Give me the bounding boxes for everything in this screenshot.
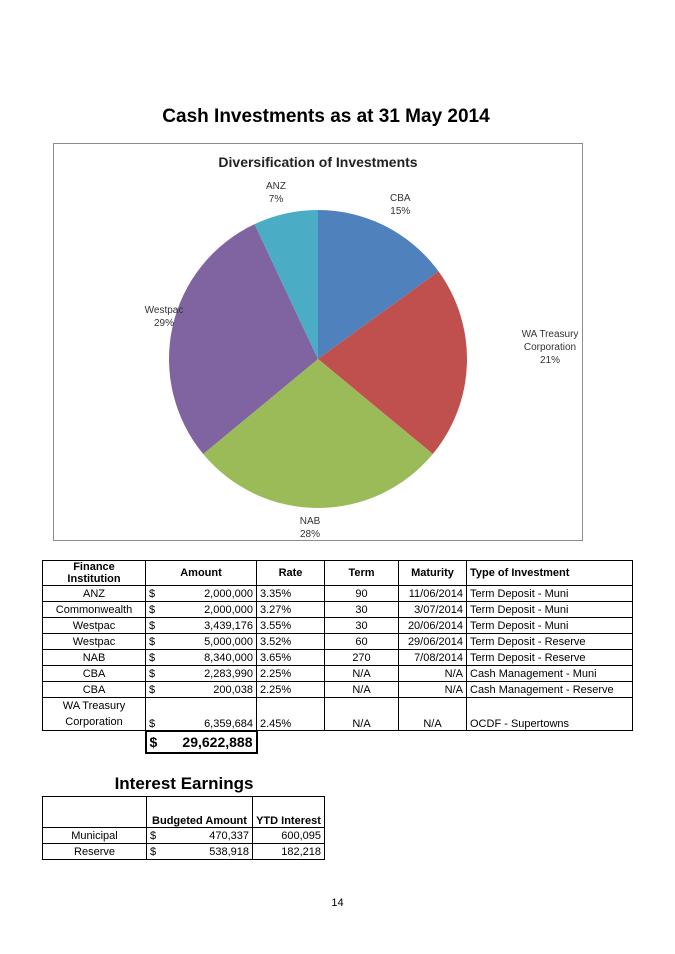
col-header: Finance Institution [43,561,146,586]
maturity-cell: 7/08/2014 [399,650,467,666]
term-cell: 30 [325,618,399,634]
term-cell: 90 [325,586,399,602]
col-header [43,797,147,828]
budget-cell: $ 538,918 [147,844,253,860]
type-cell: Term Deposit - Reserve [467,634,633,650]
table-row [43,844,325,860]
institution-cell: Westpac [43,634,146,650]
term-cell: N/A [325,682,399,698]
interest-table [42,796,325,860]
table-row [43,634,633,650]
amount-cell: $ 6,359,684 [146,698,257,731]
institution-cell: CBA [43,682,146,698]
type-cell: OCDF - Supertowns [467,698,633,731]
maturity-cell: 20/06/2014 [399,618,467,634]
amount-cell: $ 200,038 [146,682,257,698]
table-row [43,618,633,634]
col-header: Rate [257,561,325,586]
total-amount: $ 29,622,888 [146,731,257,753]
table-row [43,586,633,602]
row-label: Municipal [43,828,147,844]
page-number: 14 [331,897,344,909]
maturity-cell: 3/07/2014 [399,602,467,618]
term-cell: 60 [325,634,399,650]
total-row [43,731,633,753]
col-header: YTD Interest [253,797,325,828]
institution-cell: CBA [43,666,146,682]
pie-label-westpac: Westpac 29% [144,305,184,329]
amount-cell: $ 2,283,990 [146,666,257,682]
rate-cell: 3.27% [257,602,325,618]
amount-cell: $ 3,439,176 [146,618,257,634]
institution-cell: NAB [43,650,146,666]
investments-table [42,560,633,754]
row-label: Reserve [43,844,147,860]
pie-label-wa-treasury: WA Treasury Corporation 21% [521,329,579,366]
col-header: Budgeted Amount [147,797,253,828]
pie-label-nab: NAB 28% [299,516,321,540]
table-row [43,698,633,731]
pie-label-anz: ANZ 7% [266,181,286,205]
maturity-cell: N/A [399,698,467,731]
col-header: Term [325,561,399,586]
ytd-cell: 600,095 [253,828,325,844]
table-row [43,828,325,844]
type-cell: Term Deposit - Muni [467,618,633,634]
table-header-row [43,561,633,586]
amount-cell: $ 2,000,000 [146,586,257,602]
type-cell: Cash Management - Muni [467,666,633,682]
pie-svg [54,144,582,540]
maturity-cell: N/A [399,666,467,682]
col-header: Type of Investment [467,561,633,586]
amount-cell: $ 8,340,000 [146,650,257,666]
type-cell: Term Deposit - Reserve [467,650,633,666]
chart-title: Diversification of Investments [218,154,418,170]
interest-header-row [43,797,325,828]
rate-cell: 3.55% [257,618,325,634]
rate-cell: 3.35% [257,586,325,602]
term-cell: N/A [325,666,399,682]
term-cell: 30 [325,602,399,618]
pie-label-cba: CBA 15% [390,193,411,217]
maturity-cell: 29/06/2014 [399,634,467,650]
amount-cell: $ 2,000,000 [146,602,257,618]
col-header: Maturity [399,561,467,586]
rate-cell: 3.52% [257,634,325,650]
ytd-cell: 182,218 [253,844,325,860]
interest-earnings-title: Interest Earnings [114,774,254,793]
term-cell: N/A [325,698,399,731]
rate-cell: 2.25% [257,666,325,682]
rate-cell: 2.45% [257,698,325,731]
maturity-cell: 11/06/2014 [399,586,467,602]
institution-cell: ANZ [43,586,146,602]
amount-cell: $ 5,000,000 [146,634,257,650]
col-header: Amount [146,561,257,586]
table-row [43,666,633,682]
pie-chart [53,143,583,541]
institution-cell: Commonwealth [43,602,146,618]
type-cell: Term Deposit - Muni [467,586,633,602]
table-row [43,682,633,698]
maturity-cell: N/A [399,682,467,698]
type-cell: Cash Management - Reserve [467,682,633,698]
table-row [43,602,633,618]
institution-cell: Westpac [43,618,146,634]
budget-cell: $ 470,337 [147,828,253,844]
rate-cell: 3.65% [257,650,325,666]
institution-cell: WA Treasury Corporation [43,698,146,731]
term-cell: 270 [325,650,399,666]
rate-cell: 2.25% [257,682,325,698]
table-row [43,650,633,666]
type-cell: Term Deposit - Muni [467,602,633,618]
page-title: Cash Investments as at 31 May 2014 [162,106,490,127]
